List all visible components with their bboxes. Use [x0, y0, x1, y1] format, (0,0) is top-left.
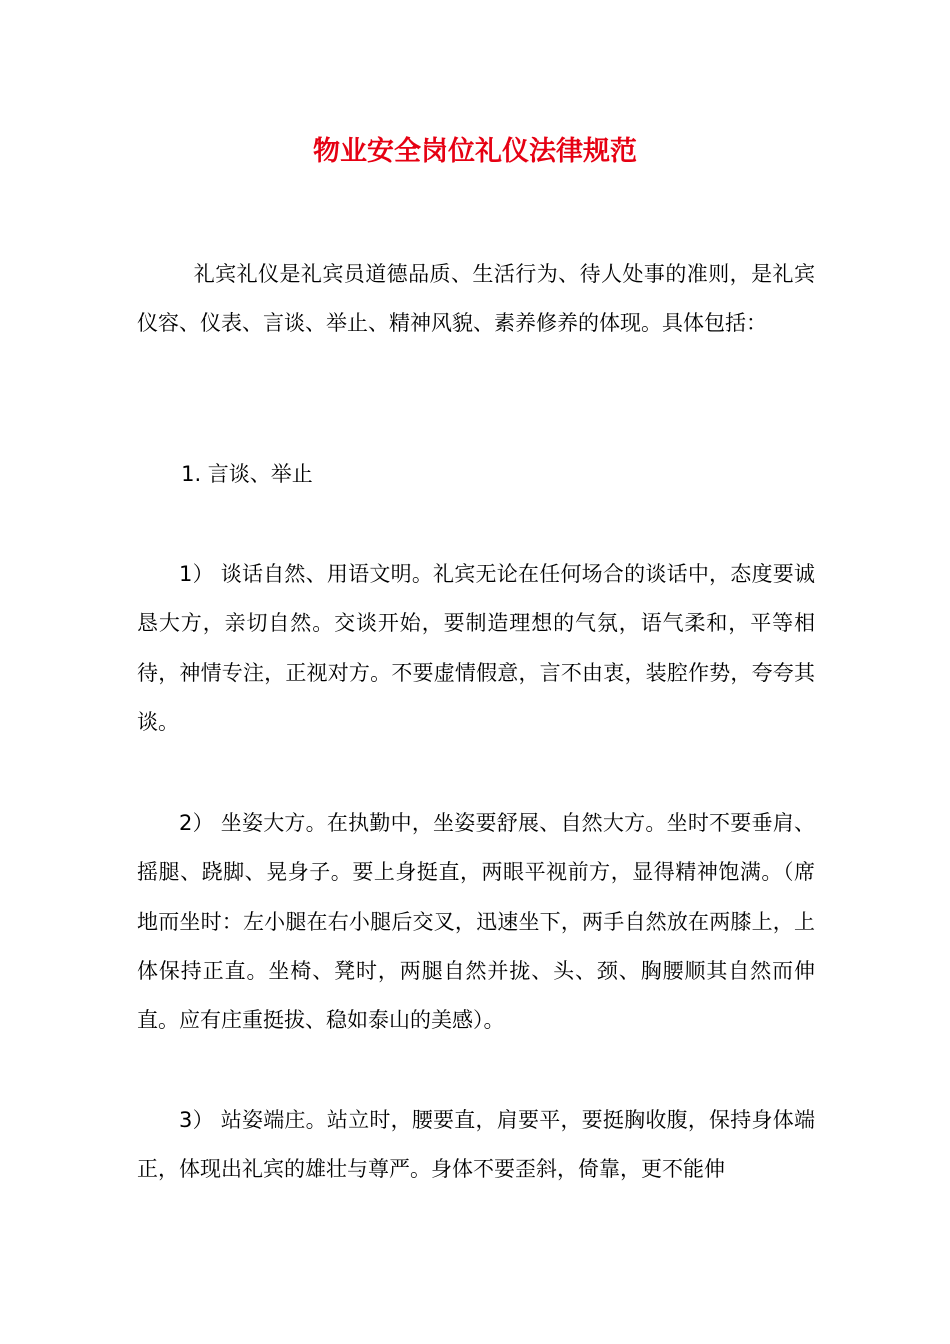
intro-paragraph: 礼宾礼仪是礼宾员道德品质、生活行为、待人处事的准则，是礼宾仪容、仪表、言谈、举止、精神风貌、素养修养的体现。具体包括：	[137, 262, 815, 336]
section-heading-1: 1. 言谈、举止	[181, 462, 313, 486]
list-item-1: 1） 谈话自然、用语文明。礼宾无论在任何场合的谈话中，态度要诚恳大方，亲切自然。交谈开始，要制造理想的气氛，语气柔和，平等相待，神情专注，正视对方。不要虚情假意，言不由衷，装腔作势，夸夸其谈。	[137, 562, 815, 734]
document-title: 物业安全岗位礼仪法律规范	[313, 136, 637, 167]
list-item-3: 3） 站姿端庄。站立时，腰要直，肩要平，要挺胸收腹，保持身体端正，体现出礼宾的雄壮与尊严。身体不要歪斜，倚靠，更不能伸	[137, 1108, 815, 1182]
list-item-2: 2） 坐姿大方。在执勤中，坐姿要舒展、自然大方。坐时不要垂肩、摇腿、跷脚、晃身子。要上身挺直，两眼平视前方，显得精神饱满。（席地而坐时：左小腿在右小腿后交叉，迅速坐下，两手自然放在两膝上，上体保持正直。坐椅、凳时，两腿自然并拢、头、颈、胸腰顺其自然而伸直。应有庄重挺拔、稳如泰山的美感）。	[137, 811, 815, 1033]
